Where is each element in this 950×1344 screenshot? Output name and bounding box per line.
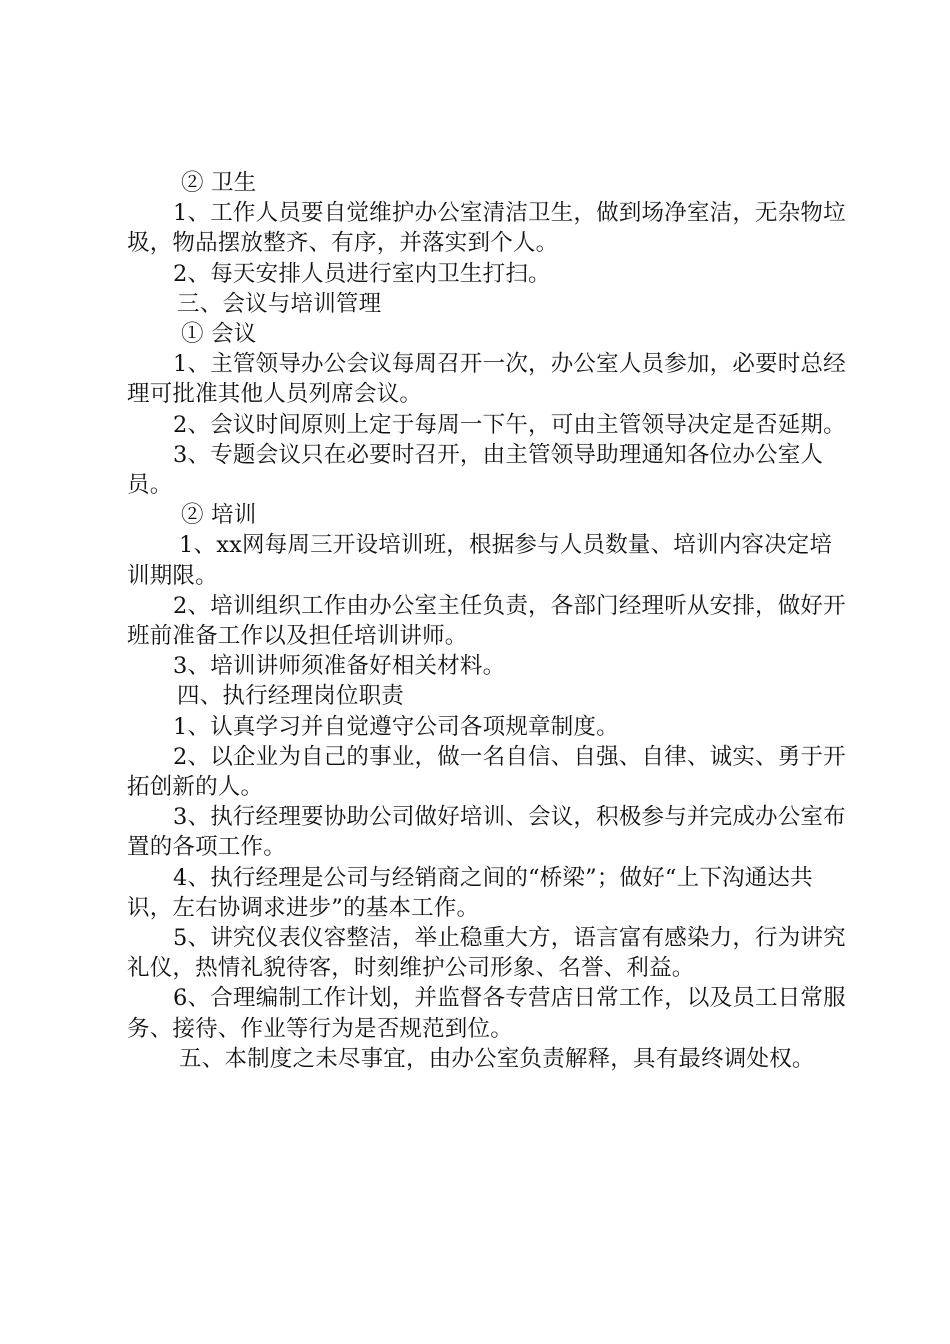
paragraph: 1、认真学习并自觉遵守公司各项规章制度。 xyxy=(173,713,619,740)
section-heading-meetings-training: 三、会议与培训管理 xyxy=(177,290,382,317)
paragraph: 4、执行经理是公司与经销商之间的“桥梁”；做好“上下沟通达共识，左右协调求进步”的基本工作。 xyxy=(127,864,813,921)
paragraph: 5、讲究仪表仪容整洁，举止稳重大方，语言富有感染力，行为讲究礼仪，热情礼貌待客，时刻维护公司形象、名誉、利益。 xyxy=(127,925,846,982)
paragraph: 3、执行经理要协助公司做好培训、会议，积极参与并完成办公室布置的各项工作。 xyxy=(127,804,846,861)
paragraph: 1、xx网每周三开设培训班，根据参与人员数量、培训内容决定培训期限。 xyxy=(127,532,833,589)
paragraph: 2、以企业为自己的事业，做一名自信、自强、自律、诚实、勇于开拓创新的人。 xyxy=(127,743,846,801)
paragraph: 2、培训组织工作由办公室主任负责，各部门经理听从安排，做好开班前准备工作以及担任培训讲师。 xyxy=(127,592,846,650)
subheading-meetings: ① 会议 xyxy=(181,321,257,348)
paragraph: 1、主管领导办公会议每周召开一次，办公室人员参加，必要时总经理可批准其他人员列席会议。 xyxy=(127,351,846,408)
paragraph: 3、专题会议只在必要时召开，由主管领导助理通知各位办公室人员。 xyxy=(127,441,824,499)
subheading-training: ② 培训 xyxy=(181,502,257,529)
paragraph: 3、培训讲师须准备好相关材料。 xyxy=(173,653,506,680)
section-heading-final-provision: 五、本制度之未尽事宜，由办公室负责解释，具有最终调处权。 xyxy=(179,1045,815,1072)
subheading-hygiene: ② 卫生 xyxy=(181,170,257,196)
paragraph: 6、合理编制工作计划，并监督各专营店日常工作，以及员工日常服务、接待、作业等行为是否规范到位。 xyxy=(127,985,846,1042)
paragraph: 1、工作人员要自觉维护办公室清洁卫生，做到场净室洁，无杂物垃圾，物品摆放整齐、有序，并落实到个人。 xyxy=(127,200,846,257)
paragraph: 2、每天安排人员进行室内卫生打扫。 xyxy=(173,260,551,287)
document-body xyxy=(127,168,853,1074)
paragraph: 2、会议时间原则上定于每周一下午，可由主管领导决定是否延期。 xyxy=(173,411,846,438)
section-heading-executive-manager: 四、执行经理岗位职责 xyxy=(177,683,405,710)
